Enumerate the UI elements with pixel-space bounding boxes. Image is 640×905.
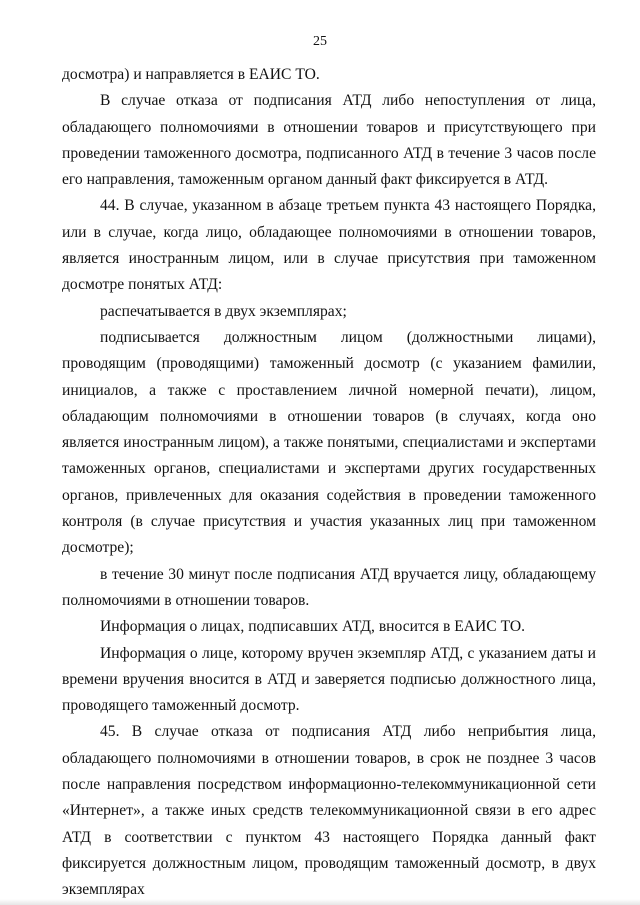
paragraph-recipient-info: Информация о лице, которому вручен экземпляр АТД, с указанием даты и времени вручения вносится в АТД и заверяется подписью должностного лица, проводящего таможенный досмотр. <box>62 644 596 715</box>
paragraph-refusal-to-sign: В случае отказа от подписания АТД либо непоступления от лица, обладающего полномочиями в отношении товаров и присутствующего при проведении таможенного досмотра, подписанного АТД в течение 3 часов после его направления, таможенным органом данный факт фиксируется в АТД. <box>62 92 596 189</box>
paragraph-continuation: досмотра) и направляется в ЕАИС ТО. <box>62 66 320 83</box>
page-number: 25 <box>313 34 327 49</box>
document-body <box>62 62 596 904</box>
paragraph-signers-info: Информация о лицах, подписавших АТД, вносится в ЕАИС ТО. <box>100 618 526 636</box>
paragraph-printed-two-copies: распечатывается в двух экземплярах; <box>100 302 347 320</box>
paragraph-signed-by: подписывается должностным лицом (должностными лицами), проводящим (проводящими) таможенный досмотр (с указанием фамилии, инициалов, а также с проставлением личной номерной печати), лицом, обладающим полномочиями в отношении товаров (в случаях, когда оно является иностранным лицом), а также понятыми, специалистами и экспертами таможенных органов, специалистами и экспертами других государственных органов, привлеченных для оказания содействия в проведении таможенного контроля (в случае присутствия и участия указанных лиц при таможенном досмотре); <box>62 328 596 557</box>
paragraph-item-44: 44. В случае, указанном в абзаце третьем пункта 43 настоящего Порядка, или в случае, когда лицо, обладающее полномочиями в отношении товаров, является иностранным лицом, или в случае присутствия при таможенном досмотре понятых АТД: <box>62 197 596 294</box>
paragraph-item-45: 45. В случае отказа от подписания АТД либо неприбытия лица, обладающего полномочиями в отношении товаров, в срок не позднее 3 часов после направления посредством информационно-телекоммуникационной сети «Интернет», а также иных средств телекоммуникационной связи в его адрес АТД в соответствии с пунктом 43 настоящего Порядка данный факт фиксируется должностным лицом, проводящим таможенный досмотр, в двух экземплярах <box>62 723 596 899</box>
scan-bottom-edge <box>0 899 640 905</box>
paragraph-delivery-30-minutes: в течение 30 минут после подписания АТД вручается лицу, обладающему полномочиями в отношении товаров. <box>62 565 596 609</box>
